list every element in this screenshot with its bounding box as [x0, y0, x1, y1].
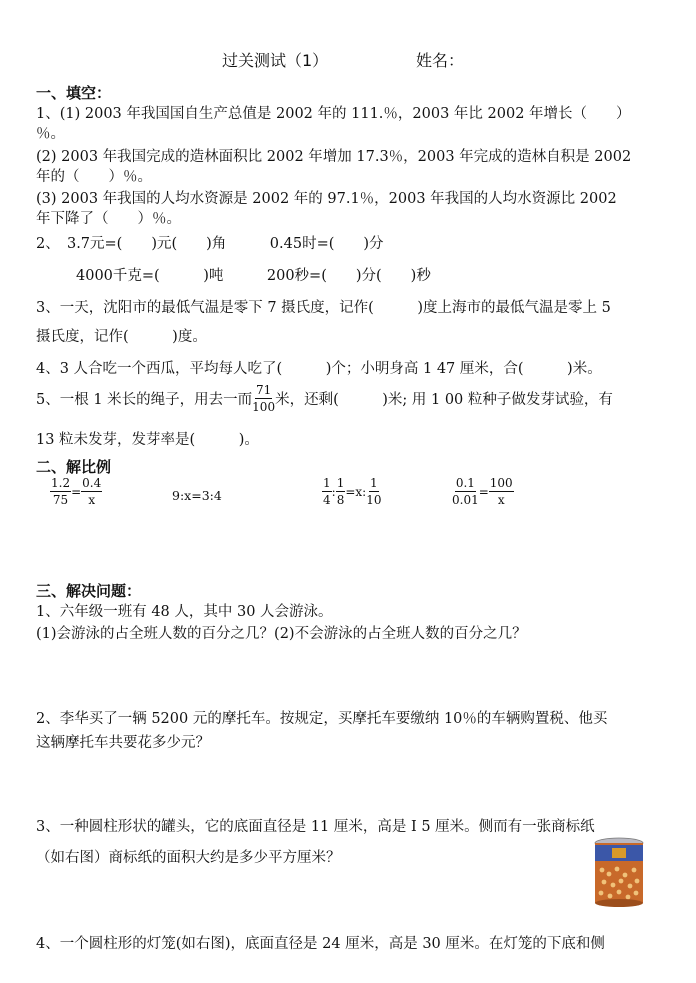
problem-4-line-a: 4、一个圆柱形的灯笼(如右图)，底面直径是 24 厘米，高是 30 厘米。在灯笼的下底和侧 [36, 936, 605, 952]
q3-line-b: 摄氏度，记作( )度。 [36, 329, 207, 345]
section-fill-heading: 一、填空： [36, 84, 112, 102]
p4-left-fraction [452, 477, 479, 506]
p1-equals: = [71, 484, 82, 499]
problem-3-line-b: （如右图）商标纸的面积大约是多少平方厘米？ [36, 850, 341, 866]
p1-right-fraction [81, 477, 102, 506]
q1-2-line-a: (2) 2003 年我国完成的造林面积比 2002 年增加 17.3％，2003 年完成的造林自积是 2002 [36, 149, 632, 165]
q1-3-line-b: 年下降了（ ）％。 [36, 211, 181, 227]
p3-a-den: 4 [323, 493, 331, 507]
can-image [590, 836, 648, 908]
proportion-4 [452, 477, 514, 506]
p3-c-num: 1 [370, 476, 378, 490]
q5-fraction [252, 384, 275, 413]
problem-3-line-a: 3、一种圆柱形状的罐头，它的底面直径是 11 厘米，高是 I 5 厘米。侧而有一张商标纸 [36, 819, 595, 835]
p4-left-den: 0.01 [452, 493, 479, 507]
p3-fraction-c [366, 477, 381, 506]
q1-1-line-b: ％。 [36, 126, 65, 142]
section-proportion-heading: 二、解比例 [36, 458, 112, 476]
p1-right-num: 0.4 [82, 476, 102, 490]
problem-2-line-b: 这辆摩托车共要花多少元？ [36, 735, 210, 751]
problem-2-line-a: 2、李华买了一辆 5200 元的摩托车。按规定，买摩托车要缴纳 10％的车辆购置税、他买 [36, 711, 608, 727]
p4-right-fraction [489, 477, 514, 506]
p3-b-num: 1 [336, 476, 345, 490]
section-problems-heading: 三、解决问题： [36, 582, 142, 600]
page-title: 过关测试（1） [222, 51, 329, 70]
problem-1-line-a: 1、六年级一班有 48 人，其中 30 人会游泳。 [36, 604, 333, 620]
q5-line-b: 13 粒未发芽，发芽率是( )。 [36, 432, 259, 448]
p3-a-num: 1 [323, 476, 331, 490]
p3-colon: : [331, 484, 336, 499]
proportion-1 [50, 477, 102, 506]
q5-line-a [36, 384, 613, 413]
name-label: 姓名： [416, 51, 465, 70]
p3-c-den: 10 [366, 493, 382, 507]
p4-left-num: 0.1 [455, 476, 475, 490]
q2-line-b: 4000千克=( )吨 200秒=( )分( )秒 [76, 268, 431, 284]
proportion-3 [322, 477, 381, 506]
p1-left-fraction [50, 477, 71, 506]
q3-line-a: 3、一天，沈阳市的最低气温是零下 7 摄氏度，记作( )度上海市的最低气温是零上 5 [36, 300, 611, 316]
p3-middle: =x: [345, 484, 367, 499]
p3-fraction-a [322, 477, 332, 506]
p4-right-den: x [497, 493, 505, 507]
q4-line: 4、3 人合吃一个西瓜，平均每人吃了( )个；小明身高 1 47 厘米，合( )米。 [36, 361, 602, 377]
p1-right-den: x [88, 493, 96, 507]
problem-1-line-b: (1)会游泳的占全班人数的百分之几？(2)不会游泳的占全班人数的百分之几？ [36, 626, 527, 642]
q5-pre: 5、一根 1 米长的绳子，用去一而 [36, 392, 253, 408]
can-bottom [595, 899, 643, 907]
p3-fraction-b [336, 477, 346, 506]
q1-3-line-a: (3) 2003 年我国的人均水资源是 2002 年的 97.1％，2003 年我国的人均水资源比 2002 [36, 191, 617, 207]
q1-2-line-b: 年的（ ）％。 [36, 169, 152, 185]
q5-frac-denominator: 100 [252, 400, 276, 414]
can-label-emblem [612, 848, 626, 858]
q1-1-line-a: 1、(1) 2003 年我国国自生产总值是 2002 年的 111.％，2003 年比 2002 年增长（ ） [36, 106, 631, 122]
p1-left-den: 75 [52, 493, 69, 507]
q2-line-a: 2、 3.7元=( )元( )角 0.45时=( )分 [36, 236, 384, 252]
p4-equals: = [478, 484, 489, 499]
q5-post: 米，还剩( )米; 用 1 00 粒种子做发芽试验，有 [275, 392, 613, 408]
q5-frac-numerator: 71 [255, 383, 272, 397]
proportion-2: 9:x=3:4 [172, 488, 222, 503]
p4-right-num: 100 [489, 476, 513, 490]
p1-left-num: 1.2 [51, 476, 71, 490]
p3-b-den: 8 [336, 493, 345, 507]
